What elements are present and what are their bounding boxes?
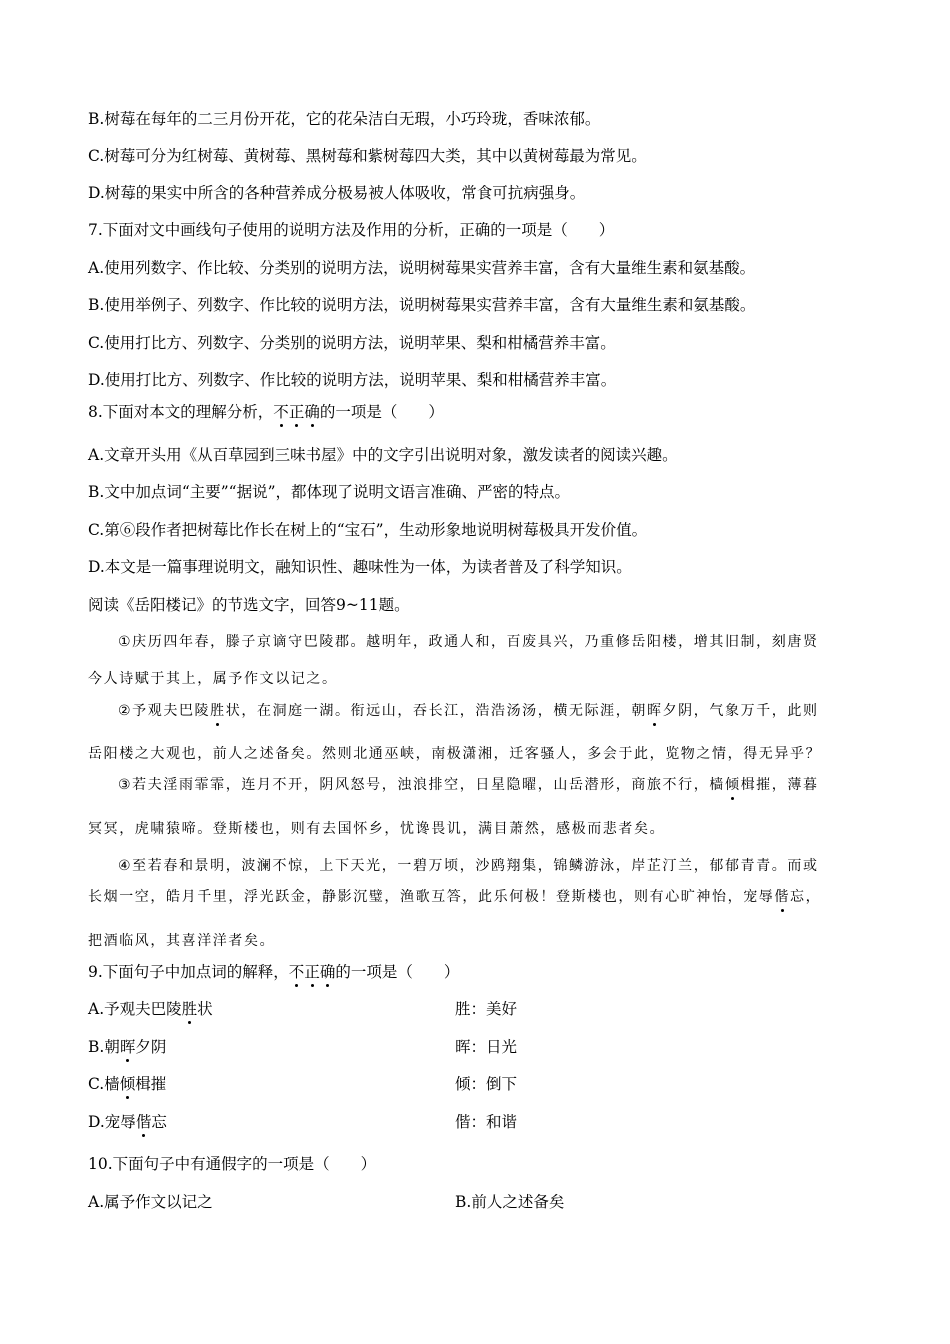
passage-p3-text-b: 楫摧，薄暮 — [740, 777, 819, 793]
q9-c-post: 楫摧 — [135, 1075, 167, 1093]
passage-p1-line2: 今人诗赋于其上，属予作文以记之。 — [88, 671, 338, 687]
q9-a-post: 状 — [197, 1000, 213, 1018]
q9-c-dotted: 倾 — [119, 1075, 136, 1093]
q7-option-d: D.使用打比方、列数字、作比较的说明方法，说明苹果、梨和柑橘营养丰富。 — [88, 371, 617, 389]
passage-p2-text-a: ②予观夫巴陵 — [118, 703, 211, 719]
q8-option-b: B.文中加点词“主要”“据说”，都体现了说明文语言准确、严密的特点。 — [88, 483, 571, 501]
emphasis-char: 不 — [288, 963, 305, 981]
emphasis-char: 确 — [304, 403, 320, 421]
passage-p3-line1 — [118, 774, 819, 796]
q9-c-pre: C.樯 — [88, 1075, 120, 1093]
q9-a-pre: A.予观夫巴陵 — [88, 1000, 182, 1018]
q9-stem-dotted — [289, 963, 336, 981]
q8-stem-pre: 8.下面对本文的理解分析， — [88, 403, 274, 421]
emphasis-char: 正 — [288, 403, 305, 421]
q8-option-d: D.本文是一篇事理说明文，融知识性、趣味性为一体，为读者普及了科学知识。 — [88, 558, 632, 576]
q8-stem — [88, 401, 444, 423]
q8-option-c: C.第⑥段作者把树莓比作长在树上的“宝石”，生动形象地说明树莓极具开发价值。 — [88, 521, 648, 539]
passage-p3-text-a: ③若夫淫雨霏霏，连月不开，阴风怒号，浊浪排空，日星隐曜，山岳潜形，商旅不行，樯 — [118, 777, 725, 793]
q9-b-pre: B.朝 — [88, 1038, 120, 1056]
passage-dotted-qing: 倾 — [725, 774, 741, 796]
passage-p2-text-c: 夕阴，气象万千，此则 — [662, 703, 819, 719]
passage-p3-line2: 冥冥，虎啸猿啼。登斯楼也，则有去国怀乡，忧谗畏讥，满目萧然，感极而悲者矣。 — [88, 821, 666, 837]
passage-p2-line1 — [118, 700, 819, 722]
q9-stem — [88, 961, 459, 983]
emphasis-char: 确 — [319, 963, 336, 981]
q9-a-dotted: 胜 — [181, 1000, 198, 1018]
q9-gloss-b: 晖：日光 — [455, 1038, 518, 1056]
q9-gloss-a: 胜：美好 — [455, 1000, 518, 1018]
q7-option-c: C.使用打比方、列数字、分类别的说明方法，说明苹果、梨和柑橘营养丰富。 — [88, 334, 616, 352]
q9-gloss-d: 偕：和谐 — [455, 1113, 518, 1131]
emphasis-char: 正 — [304, 963, 320, 981]
reading-intro: 阅读《岳阳楼记》的节选文字，回答9~11题。 — [88, 596, 410, 614]
q9-d-post: 忘 — [151, 1113, 167, 1131]
q8-option-a: A.文章开头用《从百草园到三味书屋》中的文字引出说明对象，激发读者的阅读兴趣。 — [88, 446, 678, 464]
emphasis-char: 不 — [273, 403, 289, 421]
q9-d-pre: D.宠辱 — [88, 1113, 136, 1131]
passage-dotted-xie: 偕 — [774, 886, 790, 908]
passage-p4-line1: ④至若春和景明，波澜不惊，上下天光，一碧万顷，沙鸥翔集，锦鳞游泳，岸芷汀兰，郁郁青青。而或 — [118, 858, 819, 874]
q10-stem: 10.下面句子中有通假字的一项是（ ） — [88, 1155, 377, 1173]
q9-stem-pre: 9.下面句子中加点词的解释， — [88, 963, 289, 981]
q9-gloss-c: 倾：倒下 — [455, 1075, 518, 1093]
q9-option-b — [88, 1036, 166, 1058]
passage-p4-line2 — [88, 886, 821, 908]
q9-option-c — [88, 1073, 166, 1095]
q10-option-a: A.属予作文以记之 — [88, 1193, 213, 1211]
q9-option-a — [88, 998, 213, 1020]
passage-p4-text-b: 忘， — [790, 889, 822, 905]
q6-option-b: B.树莓在每年的二三月份开花，它的花朵洁白无瑕，小巧玲珑，香味浓郁。 — [88, 110, 601, 128]
q9-stem-post: 的一项是（ ） — [335, 963, 460, 981]
q7-stem: 7.下面对文中画线句子使用的说明方法及作用的分析，正确的一项是（ ） — [88, 221, 615, 239]
q8-stem-post: 的一项是（ ） — [319, 403, 444, 421]
passage-dotted-hui: 晖 — [647, 700, 663, 722]
q9-option-d — [88, 1111, 167, 1133]
passage-p4-text-a: 长烟一空，皓月千里，浮光跃金，静影沉璧，渔歌互答，此乐何极！登斯楼也，则有心旷神怡，宠辱 — [88, 889, 775, 905]
q6-option-c: C.树莓可分为红树莓、黄树莓、黑树莓和紫树莓四大类，其中以黄树莓最为常见。 — [88, 147, 647, 165]
q9-b-dotted: 晖 — [119, 1038, 136, 1056]
q9-b-post: 夕阴 — [135, 1038, 167, 1056]
passage-p2-line2: 岳阳楼之大观也，前人之述备矣。然则北通巫峡，南极潇湘，迁客骚人，多会于此，览物之情，得无异乎？ — [88, 746, 822, 762]
passage-p1-line1: ①庆历四年春，滕子京谪守巴陵郡。越明年，政通人和，百废具兴，乃重修岳阳楼，增其旧制，刻唐贤 — [118, 634, 819, 650]
q8-stem-dotted — [273, 403, 320, 421]
q6-option-d: D.树莓的果实中所含的各种营养成分极易被人体吸收，常食可抗病强身。 — [88, 184, 586, 202]
q7-option-a: A.使用列数字、作比较、分类别的说明方法，说明树莓果实营养丰富，含有大量维生素和氨基酸。 — [88, 259, 756, 277]
q10-option-b: B.前人之述备矣 — [455, 1193, 565, 1211]
passage-dotted-sheng: 胜 — [210, 700, 226, 722]
q9-d-dotted: 偕 — [135, 1113, 152, 1131]
passage-p2-text-b: 状，在洞庭一湖。衔远山，吞长江，浩浩汤汤，横无际涯，朝 — [225, 703, 647, 719]
passage-p4-line3: 把酒临风，其喜洋洋者矣。 — [88, 933, 276, 949]
q7-option-b: B.使用举例子、列数字、作比较的说明方法，说明树莓果实营养丰富，含有大量维生素和氨基酸。 — [88, 296, 756, 314]
